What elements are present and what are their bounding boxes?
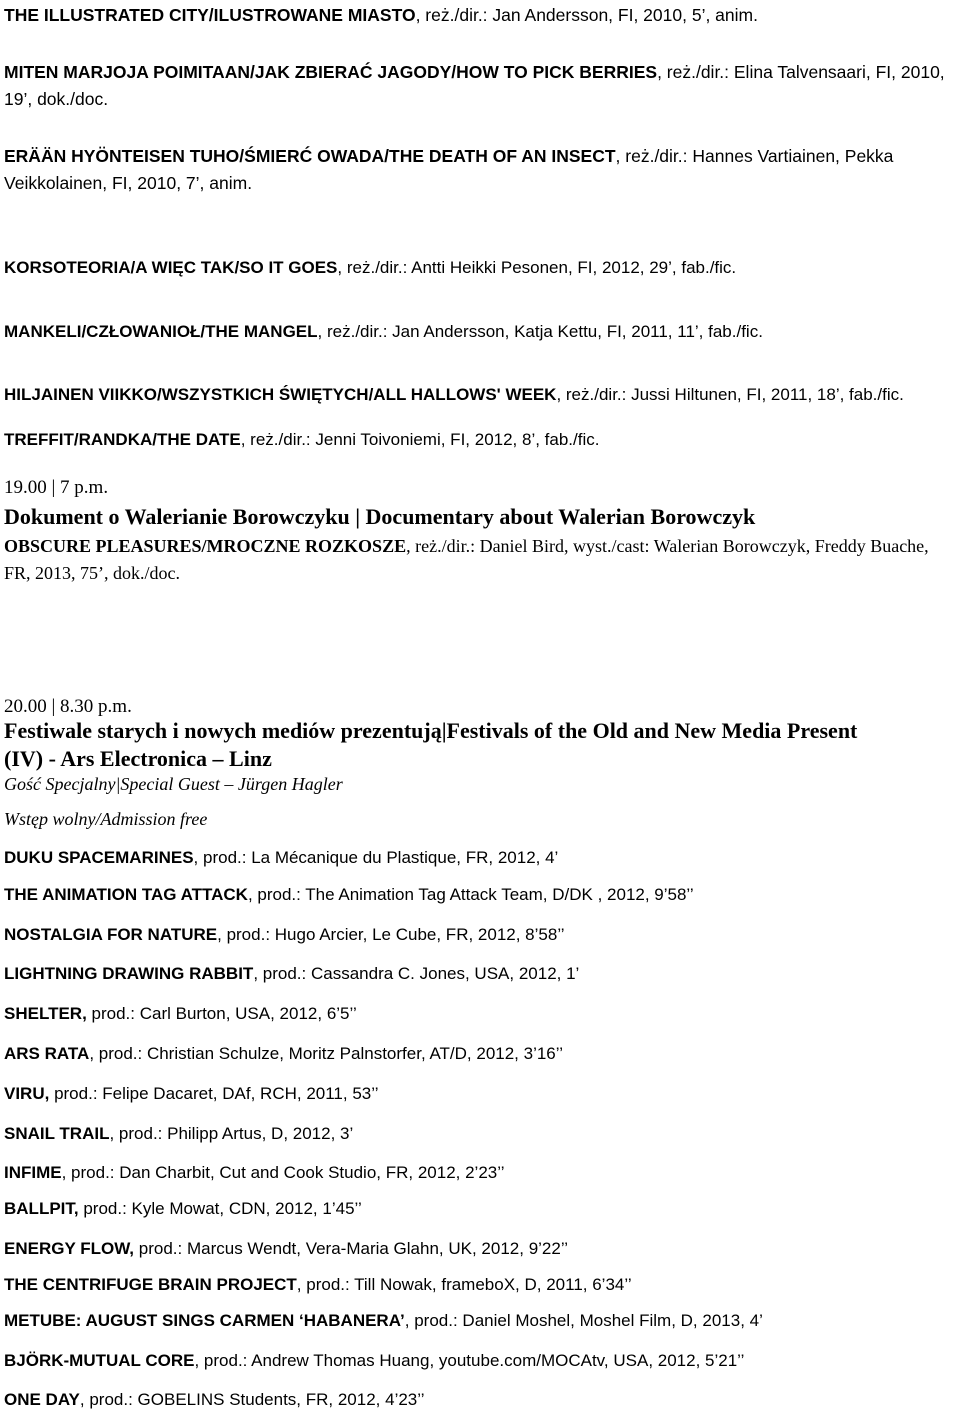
film-credits: , reż./dir.: Daniel Bird, wyst./cast: Walerian Borowczyk, Freddy Buache, FR, 2013, 75’, dok./doc. (4, 536, 929, 583)
film-entry (4, 59, 958, 113)
screening-time: 20.00 | 8.30 p.m. (4, 696, 132, 717)
program-item-title: BALLPIT, (4, 1199, 79, 1218)
film-title: ERÄÄN HYÖNTEISEN TUHO/ŚMIERĆ OWADA/THE DEATH OF AN INSECT (4, 146, 616, 166)
program-item-title: SHELTER, (4, 1004, 87, 1023)
film-entry (4, 426, 958, 453)
program-item-credits: , prod.: The Animation Tag Attack Team, D/DK , 2012, 9’58’’ (247, 885, 694, 904)
special-guest: Gość Specjalny|Special Guest – Jürgen Hagler (4, 774, 343, 794)
admission-note: Wstęp wolny/Admission free (4, 809, 208, 829)
program-item (4, 844, 958, 871)
film-credits: , reż./dir.: Jussi Hiltunen, FI, 2011, 18’, fab./fic. (556, 385, 904, 404)
program-item-credits: , prod.: GOBELINS Students, FR, 2012, 4’23’’ (79, 1390, 425, 1409)
screening-heading: Dokument o Walerianie Borowczyku | Documentary about Walerian Borowczyk (4, 504, 756, 529)
screening-heading: (IV) - Ars Electronica – Linz (4, 746, 272, 771)
film-credits: , reż./dir.: Elina Talvensaari, FI, 2010, 19’, dok./doc. (4, 62, 945, 109)
program-item (4, 1195, 958, 1222)
program-item-credits: , prod.: Cassandra C. Jones, USA, 2012, 1’ (253, 964, 580, 983)
program-item-title: NOSTALGIA FOR NATURE (4, 925, 218, 944)
program-item-credits: , prod.: Philipp Artus, D, 2012, 3’ (109, 1124, 354, 1143)
program-item-title: ONE DAY (4, 1390, 80, 1409)
program-item-credits: prod.: Felipe Dacaret, DAf, RCH, 2011, 53’’ (49, 1084, 379, 1103)
film-entry (4, 254, 958, 281)
film-title: HILJAINEN VIIKKO/WSZYSTKICH ŚWIĘTYCH/ALL HALLOWS' WEEK (4, 385, 557, 404)
film-title: OBSCURE PLEASURES/MROCZNE ROZKOSZE (4, 536, 407, 556)
program-item-credits: , prod.: Daniel Moshel, Moshel Film, D, 2013, 4’ (404, 1311, 763, 1330)
film-credits: , reż./dir.: Antti Heikki Pesonen, FI, 2012, 29’, fab./fic. (337, 258, 737, 277)
program-item-title: LIGHTNING DRAWING RABBIT (4, 964, 254, 983)
program-item-credits: prod.: Marcus Wendt, Vera-Maria Glahn, UK, 2012, 9’22’’ (134, 1239, 569, 1258)
program-item (4, 1271, 958, 1298)
program-item-title: BJÖRK-MUTUAL CORE (4, 1351, 195, 1370)
screening-heading: Festiwale starych i nowych mediów prezentują|Festivals of the Old and New Media Present (4, 718, 858, 743)
film-entry (4, 381, 958, 408)
film-title: THE ILLUSTRATED CITY/ILUSTROWANE MIASTO (4, 5, 416, 25)
program-item-title: ARS RATA (4, 1044, 90, 1063)
program-item (4, 1159, 958, 1186)
film-credits: , reż./dir.: Jenni Toivoniemi, FI, 2012, 8’, fab./fic. (240, 430, 600, 449)
program-item-credits: , prod.: Dan Charbit, Cut and Cook Studio, FR, 2012, 2’23’’ (61, 1163, 505, 1182)
program-item-title: ENERGY FLOW, (4, 1239, 135, 1258)
film-title: MITEN MARJOJA POIMITAAN/JAK ZBIERAĆ JAGODY/HOW TO PICK BERRIES (4, 62, 658, 82)
film-credits: , reż./dir.: Jan Andersson, FI, 2010, 5’, anim. (415, 5, 758, 25)
program-item-title: VIRU, (4, 1084, 50, 1103)
program-item-title: THE CENTRIFUGE BRAIN PROJECT (4, 1275, 297, 1294)
film-credits: , reż./dir.: Jan Andersson, Katja Kettu, FI, 2011, 11’, fab./fic. (317, 322, 763, 341)
film-title: MANKELI/CZŁOWANIOŁ/THE MANGEL (4, 322, 318, 341)
film-credits: , reż./dir.: Hannes Vartiainen, Pekka Veikkolainen, FI, 2010, 7’, anim. (4, 146, 894, 193)
program-item-credits: prod.: Carl Burton, USA, 2012, 6’5’’ (86, 1004, 357, 1023)
program-item (4, 1080, 958, 1107)
film-title: KORSOTEORIA/A WIĘC TAK/SO IT GOES (4, 258, 338, 277)
film-entry (4, 318, 958, 345)
film-entry (4, 143, 958, 197)
program-item (4, 960, 958, 987)
program-item (4, 881, 958, 908)
program-item-title: METUBE: AUGUST SINGS CARMEN ‘HABANERA’ (4, 1311, 405, 1330)
program-item (4, 1120, 958, 1147)
program-item-credits: , prod.: Hugo Arcier, Le Cube, FR, 2012, 8’58’’ (217, 925, 565, 944)
program-item (4, 1347, 958, 1374)
program-item-title: INFIME (4, 1163, 62, 1182)
program-item-credits: prod.: Kyle Mowat, CDN, 2012, 1’45’’ (78, 1199, 362, 1218)
program-item-credits: , prod.: Andrew Thomas Huang, youtube.com/MOCAtv, USA, 2012, 5’21’’ (194, 1351, 745, 1370)
program-item-title: SNAIL TRAIL (4, 1124, 110, 1143)
program-item-title: DUKU SPACEMARINES (4, 848, 194, 867)
film-title: TREFFIT/RANDKA/THE DATE (4, 430, 241, 449)
film-entry (4, 2, 958, 29)
program-item-title: THE ANIMATION TAG ATTACK (4, 885, 248, 904)
program-item (4, 1000, 958, 1027)
program-item (4, 1235, 958, 1262)
program-item (4, 921, 958, 948)
program-item-credits: , prod.: La Mécanique du Plastique, FR, 2012, 4’ (193, 848, 559, 867)
program-item (4, 1307, 958, 1334)
program-item (4, 1386, 958, 1413)
screening-time: 19.00 | 7 p.m. (4, 477, 109, 498)
program-item (4, 1040, 958, 1067)
program-item-credits: , prod.: Christian Schulze, Moritz Palnstorfer, AT/D, 2012, 3’16’’ (89, 1044, 564, 1063)
film-entry (4, 533, 958, 587)
program-item-credits: , prod.: Till Nowak, frameboX, D, 2011, 6’34’’ (296, 1275, 632, 1294)
